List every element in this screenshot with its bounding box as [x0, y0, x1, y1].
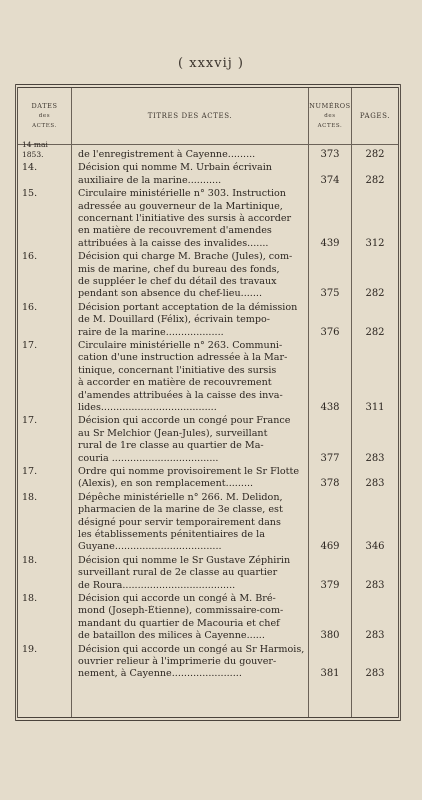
row-date: 18. [22, 593, 38, 604]
row-act-number: 379 [320, 579, 340, 591]
row-page: 283 [365, 668, 385, 680]
row-title-line: Décision qui accorde un congé pour France [78, 415, 291, 427]
header-numeros-des: des [324, 113, 336, 119]
row-title-line: ouvrier relieur à l'imprimerie du gouver- [78, 656, 277, 667]
header-dates-label: DATES [31, 102, 58, 110]
row-act-number: 439 [320, 237, 340, 249]
row-title-line: Décision qui charge M. Brache (Jules), com- [78, 251, 293, 263]
row-title-line: désigné pour servir temporairement dans [78, 516, 281, 528]
acts-table [15, 84, 401, 721]
row-title-line: Décision qui nomme M. Urbain écrivain [78, 162, 272, 174]
row-act-number: 376 [320, 326, 340, 338]
row-date: 17. [22, 415, 38, 427]
row-page: 346 [365, 541, 385, 553]
row-title-line: surveillant rural de 2e classe au quartier [78, 567, 278, 579]
row-title-line: lides...................................... [78, 402, 217, 414]
row-title-line: mandant du quartier de Macouria et chef [78, 617, 280, 629]
row-page: 282 [365, 288, 385, 300]
row-title-line: en matière de recouvrement d'amendes [78, 225, 272, 237]
row-title-line: mis de marine, chef du bureau des fonds, [78, 263, 280, 275]
row-title [78, 466, 306, 491]
header-numeros [309, 88, 351, 144]
row-title-line: à accorder en matière de recouvrement [78, 377, 272, 389]
row-date: 17. [22, 340, 38, 351]
row-page: 312 [365, 237, 385, 249]
row-date: 17. [22, 466, 38, 477]
header-pages: PAGES. [359, 112, 391, 120]
row-date: 18. [22, 554, 38, 566]
row-title [78, 251, 306, 301]
row-title [78, 644, 306, 681]
row-title-line: auxiliaire de la marine........... [78, 174, 222, 186]
row-title-line: tinique, concernant l'initiative des sursis [78, 364, 277, 376]
row-title-line: de M. Douillard (Félix), écrivain tempo- [78, 314, 271, 326]
header-numeros-actes: ACTES. [317, 123, 343, 129]
row-title [78, 188, 306, 250]
row-title [78, 149, 306, 161]
row-page: 282 [365, 326, 385, 338]
row-title-line: de suppléer le chef du détail des travaux [78, 276, 277, 287]
row-title-line: de Roura..................................... [78, 579, 236, 591]
row-title-line: au Sr Melchior (Jean-Jules), surveillant [78, 427, 268, 439]
header-dates [18, 88, 71, 144]
row-act-number: 373 [320, 149, 340, 160]
row-title-line: Décision portant acceptation de la démission [78, 301, 298, 313]
row-date: 15. [22, 188, 38, 200]
row-page: 283 [365, 630, 385, 642]
row-title-line: de l'enregistrement à Cayenne......... [78, 149, 256, 160]
row-title-line: Guyane................................... [78, 541, 222, 553]
row-date: 16. [22, 251, 38, 263]
row-act-number: 374 [320, 174, 340, 186]
row-title-line: (Alexis), en son remplacement......... [78, 478, 254, 490]
row-page: 283 [365, 478, 385, 490]
row-page: 282 [365, 174, 385, 186]
row-act-number: 375 [320, 288, 340, 300]
row-title-line: pharmacien de la marine de 3e classe, est [78, 504, 283, 516]
row-date [22, 141, 68, 161]
row-act-number: 378 [320, 478, 340, 490]
row-title [78, 302, 306, 339]
row-title-line: Décision qui nomme le Sr Gustave Zéphirin [78, 554, 291, 566]
row-title [78, 555, 306, 592]
row-title-line: Circulaire ministérielle n° 303. Instruction [78, 188, 286, 200]
row-title-line: d'amendes attribuées à la caisse des inva- [78, 389, 283, 401]
row-page: 282 [365, 149, 385, 160]
row-title-line: attribuées à la caisse des invalides....... [78, 237, 269, 249]
row-page: 311 [365, 402, 385, 413]
row-date-year: 1853. [22, 150, 44, 159]
row-title-line: pendant son absence du chef-lieu....... [78, 288, 263, 300]
table-header [18, 88, 398, 145]
row-title-line: de bataillon des milices à Cayenne...... [78, 630, 265, 642]
row-title-line: Ordre qui nomme provisoirement le Sr Flotte [78, 466, 299, 477]
row-act-number: 381 [320, 668, 340, 680]
row-date: 18. [22, 491, 38, 503]
row-title-line: nement, à Cayenne....................... [78, 668, 242, 680]
header-dates-des: des [38, 113, 51, 119]
row-title [78, 415, 306, 465]
page-title: ( xxxvij ) [178, 56, 244, 71]
row-act-number: 438 [320, 402, 340, 413]
row-title-line: Décision qui accorde un congé à M. Bré- [78, 593, 276, 604]
row-title-line: cation d'une instruction adressée à la Mar- [78, 352, 288, 364]
row-page: 283 [365, 452, 385, 464]
row-title-line: raire de la marine................... [78, 326, 224, 338]
row-act-number: 380 [320, 630, 340, 642]
row-title [78, 593, 306, 643]
row-title [78, 492, 306, 554]
row-date: 14. [22, 162, 38, 174]
row-page: 283 [365, 579, 385, 591]
row-title-line: Dépêche ministérielle n° 266. M. Delidon, [78, 491, 283, 503]
header-titres: TITRES DES ACTES. [147, 112, 233, 120]
row-title-line: Circulaire ministérielle n° 263. Communi- [78, 340, 283, 351]
row-title-line: les établissements pénitentiaires de la [78, 529, 265, 541]
row-date: 19. [22, 643, 38, 655]
row-title-line: mond (Joseph-Étienne), commissaire-com- [78, 605, 284, 617]
row-title-line: concernant l'initiative des sursis à accorder [78, 213, 292, 224]
row-title-line: Décision qui accorde un congé au Sr Harmois, [78, 643, 305, 655]
header-numeros-label: NUMÉROS [309, 102, 351, 110]
row-date-month: 14 mai [22, 140, 48, 149]
row-title [78, 340, 306, 414]
row-title [78, 162, 306, 187]
row-act-number: 377 [320, 452, 340, 464]
column-divider [71, 88, 72, 717]
header-dates-actes: ACTES. [32, 123, 57, 129]
row-act-number: 469 [320, 541, 340, 553]
row-date: 16. [22, 301, 38, 313]
row-title-line: couria ................................... [78, 452, 219, 464]
row-title-line: rural de 1re classe au quartier de Ma- [78, 440, 264, 452]
row-title-line: adressée au gouverneur de la Martinique, [78, 200, 283, 212]
